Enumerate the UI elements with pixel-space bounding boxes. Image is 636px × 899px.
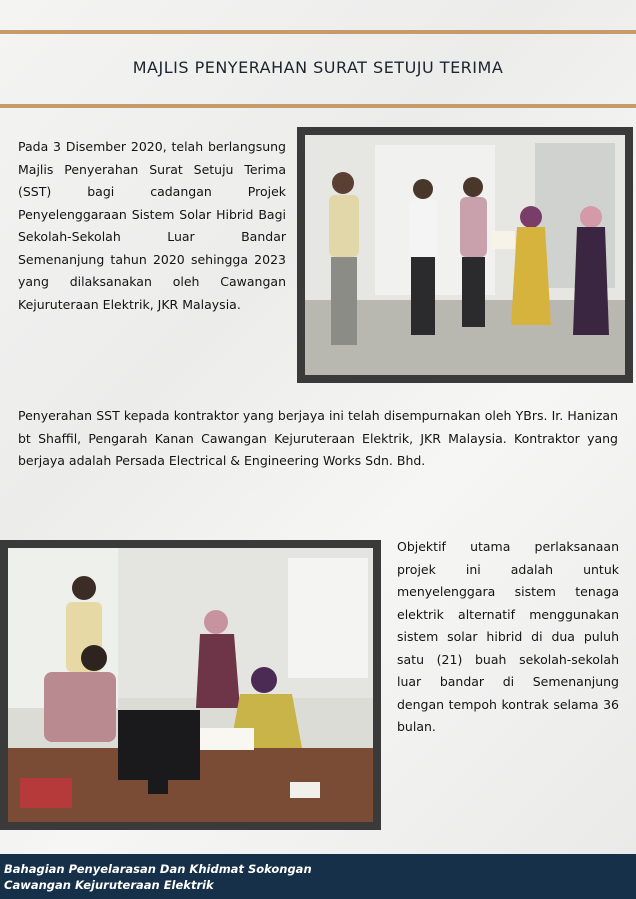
footer-department: Bahagian Penyelarasan Dan Khidmat Sokongan bbox=[4, 862, 312, 876]
top-rule bbox=[0, 30, 636, 34]
signing-photo bbox=[0, 540, 381, 830]
handover-paragraph: Penyerahan SST kepada kontraktor yang berjaya ini telah disempurnakan oleh YBrs. Ir. Hanizan bt Shaffil, Pengarah Kanan Cawangan Kejuruteraan Elektrik, JKR Malaysia. Kontraktor yang berjaya adalah Persada Electrical & Engineering Works Sdn. Bhd. bbox=[18, 408, 618, 468]
footer-branch: Cawangan Kejuruteraan Elektrik bbox=[4, 878, 214, 892]
title-underline-rule bbox=[0, 104, 636, 108]
objective-paragraph: Objektif utama perlaksanaan projek ini adalah untuk menyelenggara sistem tenaga elektrik alternatif menggunakan sistem solar hibrid di dua puluh satu (21) buah sekolah-sekolah luar bandar di Semenanjung dengan tempoh kontrak selama 36 bulan. bbox=[397, 539, 619, 734]
handover-photo-image bbox=[305, 135, 625, 375]
intro-paragraph: Pada 3 Disember 2020, telah berlangsung Majlis Penyerahan Surat Setuju Terima (SST) bagi cadangan Projek Penyelenggaraan Sistem Solar Hibrid Bagi Sekolah-Sekolah Luar Bandar Semenanjung tahun 2020 sehingga 2023 yang dilaksanakan oleh Cawangan Kejuruteraan Elektrik, JKR Malaysia. bbox=[18, 139, 286, 312]
handover-photo bbox=[297, 127, 633, 383]
page-title: MAJLIS PENYERAHAN SURAT SETUJU TERIMA bbox=[132, 58, 504, 77]
footer-bar bbox=[0, 854, 636, 899]
signing-photo-image bbox=[8, 548, 373, 822]
